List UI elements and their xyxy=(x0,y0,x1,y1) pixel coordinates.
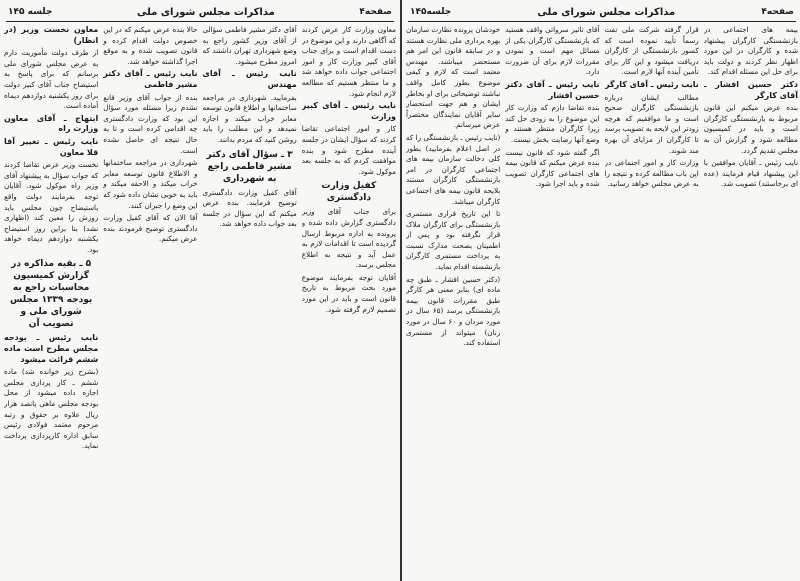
paragraph: مطالب ایشان درباره بازنشستگی کارگران صحیح است و ما موافقیم که هرچه زودتر این لایحه به تصویب برسد تا کارگران از مزایای آن بهره مند شوند. xyxy=(604,92,699,155)
section-heading: کفیل وزارت دادگستری xyxy=(321,181,377,204)
paragraph: خودشان پرونده نظارت سازمان بهره برداری ملی نظارت هستند و در سابقه قانون این امر هم مستحضر میباشند. مهندس معتمد است که لازم و کیفی موضوع بطور کامل واقف نباشند توضیحاتی برای او بخاطر ایشان و هم جهت استحضار سایر آقایان نمایندگان مختصراً عرض میرسانم. xyxy=(406,25,501,130)
paragraph: بیمه های اجتماعی در بازنشستگی کارگران پیشنهاد شده و کارگران در این مورد اظهار نظر کردند و دولت باید برای حل این مسئله اقدام کند. xyxy=(703,25,798,77)
text-column xyxy=(203,25,297,579)
page-number: صفحه۴ xyxy=(761,7,794,17)
text-column xyxy=(605,25,699,579)
session-number: جلسه ۱۴۵ xyxy=(8,7,53,17)
paragraph: معاون وزارت کار عرض کردند که آگاهی دارند و این موضوع در دست اقدام است و برای جناب آقای کبیر وزارت کار و امور اجتماعی جواب داده خواهد شد و ما منتظر هستیم که مطالعه لازم انجام شود. xyxy=(301,25,396,98)
page-number: صفحه۴ xyxy=(359,7,392,17)
paragraph: برای جناب آقای وزیر دادگستری گزارش داده شده و پرونده به اداره مربوط ارسال گردیده است تا اقدامات لازم به عمل آید و نتیجه به اطلاع مجلس برسد. xyxy=(301,207,396,270)
paragraph: بنده عرض میکنم این قانون مربوط به بازنشستگی کارگران است و باید در کمیسیون مطالعه شود و گزارش آن به مجلس تقدیم گردد. xyxy=(703,103,798,155)
speaker-line: معاون نخست وزیر (در انظار) xyxy=(4,25,99,45)
paragraph: (دکتر حسین افشار ـ طبق چه ماده ای) بنابر معنی هر کارگر طبق مقررات قانون بیمه بازنشستگی برسد (۶۵ سال در مورد مردان و ۶۰ سال در مورد زنان) میتواند از مستمری استفاده کند. xyxy=(406,274,501,348)
paragraph: آقا الان که آقای کفیل وزارت دادگستری توضیح فرمودند بنده عرض میکنم. xyxy=(103,213,198,244)
paragraph: تا این تاریخ قراری مستمری بازنشستگی برای کارگران ملاک قرار نگرفته بود و پس از اطمینان بصحت مدارک نسبت به پرداخت مستمری کارگران بازنشسته اقدام نماید. xyxy=(406,209,501,272)
speaker-line: نایب رئیس ـ آقای کبیر وزارت xyxy=(301,101,396,121)
paragraph: آقایان توجه بفرمایند موضوع مورد بحث مربوط به تاریخ قانون است و باید در این مورد تصمیم لازم گرفته شود. xyxy=(301,272,396,314)
paragraph: قرار گرفته شرکت ملی نفت رسماً تأیید نموده است که کسور بازنشستگی از کارگران دریافت میشود و این کار برای تأمین آینده آنها لازم است. xyxy=(604,25,699,77)
text-column xyxy=(704,25,798,579)
text-column xyxy=(505,25,599,579)
speaker-line: نایب رئیس ـ بودجه مجلس مطرح است ماده ششم قرائت میشود xyxy=(4,333,99,364)
paragraph: کار و امور اجتماعی تقاضا کردند که سؤال ایشان در جلسه آینده مطرح شود و بنده موافقت کردم که به جلسه بعد موکول شود. xyxy=(301,124,396,176)
speaker-line: دکتر حسین افشار ـ آقای کارگر xyxy=(703,79,798,100)
session-number: جلسه۱۴۵ xyxy=(410,7,452,17)
paragraph: (بشرح زیر خوانده شد) ماده ششم ـ کار پردازی مجلس اجازه داده میشود از محل بودجه مجلس ماهی پانصد هزار ریال علاوه بر حقوق و رتبه مرحوم معتمد فولادی رئیس سابق اداره کارپردازی پرداخت نماید. xyxy=(4,367,99,451)
speaker-line: نایب رئیس ـ آقای دکتر مشیر فاطمی xyxy=(103,69,198,89)
text-columns xyxy=(4,25,396,579)
paragraph: آقای تاثیر سرواتی واقف هستید که بازنشستگی کارگران یکی از مسائل مهم است و نمودن مقررات لازم برای آن ضرورت دارد. xyxy=(505,25,600,77)
paragraph: بنده تقاضا دارم که وزارت کار این موضوع را به زودی حل کند زیرا کارگران منتظر هستند و وضع آنها رضایت بخش نیست. xyxy=(505,103,600,144)
speaker-line: ابتهاج ـ آقای معاون وزارت راه xyxy=(4,113,99,134)
paragraph: آقای دکتر مشیر فاطمی سؤالی از آقای وزیر کشور راجع به وضع شهرداری تهران داشتند که امروز مطرح میشود. xyxy=(202,25,297,66)
right-page xyxy=(400,0,800,581)
speaker-line: نایب رئیس ـ آقای مهندس xyxy=(202,69,297,89)
text-column xyxy=(103,25,197,579)
section-heading: ۵ ـ بقیه مذاکره در گزارش کمیسیون محاسبات راجع به بودجه ۱۳۳۹ مجلس شورای ملی و تصویب آن xyxy=(9,259,93,330)
paragraph: اگر گفته شود که قانون نیست بنده عرض میکنم که قانون بیمه های اجتماعی کارگران تصویب شده و باید اجرا شود. xyxy=(505,147,600,189)
text-column xyxy=(302,25,396,579)
header-rule xyxy=(6,21,394,22)
page-header xyxy=(410,4,794,20)
paragraph: حالا بنده عرض میکنم که در این خصوص دولت اقدام کرده و قانون تصویب شده و به موقع اجرا گذاشته خواهد شد. xyxy=(103,25,198,66)
paragraph: آقای کفیل وزارت دادگستری توضیح فرمایند. بنده عرض میکنم که این سؤال در جلسه بعد جواب داده خواهد شد. xyxy=(202,187,297,229)
paragraph: از طرف دولت مأموریت دارم به عرض مجلس شورای ملی برسانم که برای پاسخ به استیضاح جناب آقای کبیر دولت برای روز یکشنبه دوازدهم دیماه آماده است. xyxy=(4,48,99,111)
header-rule xyxy=(408,21,796,22)
text-column xyxy=(4,25,98,579)
text-column xyxy=(406,25,500,579)
running-title: مذاکرات مجلس شورای ملی xyxy=(136,6,275,18)
speaker-line: نایب رئیس ـ تغییر آقا قلا معاون xyxy=(4,136,99,157)
paragraph: بنده از جواب آقای وزیر قانع نشدم زیرا مسئله مورد سؤال این بود که وزارت دادگستری چه اقدامی کرده است و تا به حال نتیجه ای حاصل نشده است. xyxy=(103,92,198,155)
page-header xyxy=(8,4,392,20)
paragraph: نخست وزیر عرض تقاضا کردند که جواب سؤال به پیشنهاد آقای وزیر راه موکول شود. آقایان توجه بفرمایند دولت واقع باستیضاح چون مجلس باید روزش را معین کند (اظهاری نشد) بنا براین روز استیضاح یکشنبه دوازدهم دیماه خواهد بود. xyxy=(4,160,99,254)
paragraph: نایب رئیس ـ آقایان موافقین با این پیشنهاد قیام فرمایند (عده ای برخاستند) تصویب شد. xyxy=(703,158,798,189)
paragraph: شهرداری در مراجعه ساختمانها و الاطلاع قانون توسعه معابر خراب میکند و الاحقه میکند و باید به خوبی نشان داده شود که این وضع را جبران کنند. xyxy=(103,158,198,210)
speaker-line: نایب رئیس ـ آقای دکتر حسین افشار xyxy=(505,79,600,100)
speaker-line: نایب رئیس ـ آقای کارگر xyxy=(605,79,699,89)
running-title: مذاکرات مجلس شورای ملی xyxy=(537,6,676,18)
paragraph: بفرمایید. شهرداری در مراجعه ساختمانها و اطلاع قانون توسعه معابر خراب میکند و اجازه نمیدهد و این مطلب را باید روشن کنید که مردم بدانند. xyxy=(202,92,297,144)
paragraph: (نایب رئیس ـ بازنشستگی را که در اصل اعلام بفرمایید) بطور کلی دخالت سازمان بیمه های اجتماعی کارگران در امر بازنشستگی کارگران مستند بلایحه قانون بیمه های اجتماعی کارگران میباشد. xyxy=(406,132,501,206)
text-columns xyxy=(406,25,798,579)
section-heading: ۳ ـ سؤال آقای دکتر مشیر فاطمی راجع به شهرداری xyxy=(206,149,293,184)
paragraph: وزارت کار و امور اجتماعی در این باب مطالعه کرده و نتیجه را به عرض مجلس خواهد رسانید. xyxy=(604,158,699,189)
